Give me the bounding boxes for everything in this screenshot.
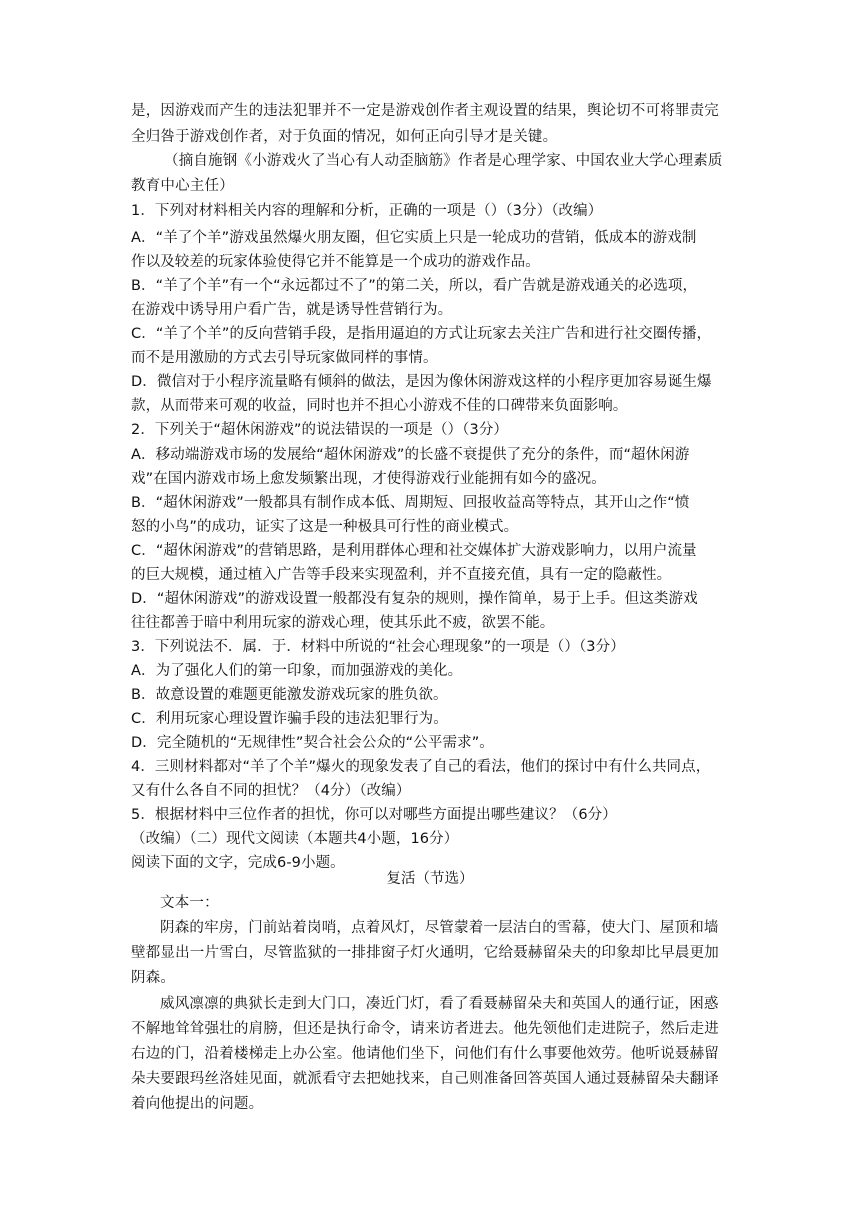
q2-option-d-line-2: 往往都善于暗中利用玩家的游戏心理，使其乐此不疲，欲罢不能。 [131, 615, 555, 631]
q2-option-b-line-2: 怒的小鸟”的成功，证实了这是一种极具可行性的商业模式。 [131, 519, 519, 535]
q1-option-d-line-1: D．微信对于小程序流量略有倾斜的做法，是因为像休闲游戏这样的小程序更加容易诞生爆 [131, 374, 712, 390]
paragraph-1-line-2: 壁都显出一片雪白，尽管监狱的一排排窗子灯火通明，它给聂赫留朵夫的印象却比早晨更加 [131, 945, 719, 961]
q1-option-b-line-1: B．“羊了个羊”有一个“永远都过不了”的第二关，所以，看广告就是游戏通关的必选项， [131, 278, 698, 294]
q5-line-2: （改编）（二）现代文阅读（本题共4小题，16分） [131, 831, 459, 847]
q3-stem: 3．下列说法不．属．于．材料中所说的“社会心理现象”的一项是（）（3分） [131, 639, 625, 655]
q1-option-c-line-2: 而不是用激励的方式去引导玩家做同样的事情。 [131, 350, 438, 366]
q1-option-d-line-2: 款，从而带来可观的收益，同时也并不担心小游戏不佳的口碑带来负面影响。 [131, 398, 628, 414]
passage-title: 复活（节选） [386, 871, 474, 887]
q4-line-1: 4．三则材料都对“羊了个羊”爆火的现象发表了自己的看法，他们的探讨中有什么共同点， [131, 759, 711, 775]
paragraph-1-line-1: 阴森的牢房，门前站着岗哨，点着风灯，尽管蒙着一层洁白的雪幕，使大门、屋顶和墙 [160, 920, 719, 936]
q2-option-b-line-1: B．“超休闲游戏”一般都具有制作成本低、周期短、回报收益高等特点，其开山之作“愤 [131, 495, 690, 511]
q1-option-a-line-1: A．“羊了个羊”游戏虽然爆火朋友圈，但它实质上只是一轮成功的营销，低成本的游戏制 [131, 230, 697, 246]
paragraph-1-line-3: 阴森。 [131, 970, 176, 986]
q1-stem: 1．下列对材料相关内容的理解和分析，正确的一项是（）（3分）（改编） [131, 203, 603, 219]
paragraph-2-line-1: 威风凛凛的典狱长走到大门口，凑近门灯，看了看聂赫留朵夫和英国人的通行证，困惑 [160, 996, 719, 1012]
q3-option-a: A．为了强化人们的第一印象，而加强游戏的美化。 [131, 663, 463, 679]
q2-option-a-line-2: 戏”在国内游戏市场上愈发频繁出现，才使得游戏行业能拥有如今的盛况。 [131, 471, 606, 487]
source-line-1: （摘自施钢《小游戏火了当心有人动歪脑筋》作者是心理学家、中国农业大学心理素质 [164, 153, 723, 169]
paragraph-2-line-4: 朵夫要跟玛丝洛娃见面，就派看守去把她找来，自己则准备回答英国人通过聂赫留朵夫翻译 [131, 1071, 719, 1087]
intro-line-2: 全归咎于游戏创作者，对于负面的情况，如何正向引导才是关键。 [131, 129, 558, 145]
text-one-label: 文本一： [160, 895, 219, 911]
q2-option-c-line-1: C．“超休闲游戏”的营销思路，是利用群体心理和社交媒体扩大游戏影响力，以用户流量 [131, 543, 697, 559]
source-line-2: 教育中心主任） [131, 178, 234, 194]
q3-option-d: D．完全随机的“无规律性”契合社会公众的“公平需求”。 [131, 735, 494, 751]
paragraph-2-line-2: 不解地耸耸强壮的肩膀，但还是执行命令，请来访者进去。他先领他们走进院子，然后走进 [131, 1021, 719, 1037]
q3-option-b: B．故意设置的难题更能激发游戏玩家的胜负欲。 [131, 687, 448, 703]
reading-instruction: 阅读下面的文字，完成6-9小题。 [131, 855, 345, 871]
q1-option-c-line-1: C．“羊了个羊”的反向营销手段，是指用逼迫的方式让玩家去关注广告和进行社交圈传播， [131, 326, 712, 342]
q2-option-d-line-1: D．“超休闲游戏”的游戏设置一般都没有复杂的规则，操作简单，易于上手。但这类游戏 [131, 591, 698, 607]
q1-option-a-line-2: 作以及较差的玩家体验使得它并不能算是一个成功的游戏作品。 [131, 254, 540, 270]
paragraph-2-line-5: 着向他提出的问题。 [131, 1096, 264, 1112]
q5-line-1: 5．根据材料中三位作者的担忧，你可以对哪些方面提出哪些建议？（6分） [131, 807, 617, 823]
intro-line-1: 是，因游戏而产生的违法犯罪并不一定是游戏创作者主观设置的结果，舆论切不可将罪责完 [131, 103, 719, 119]
q2-stem: 2．下列关于“超休闲游戏”的说法错误的一项是（）（3分） [131, 422, 509, 438]
q2-option-a-line-1: A．移动端游戏市场的发展给“超休闲游戏”的长盛不衰提供了充分的条件，而“超休闲游 [131, 447, 690, 463]
q2-option-c-line-2: 的巨大规模，通过植入广告等手段来实现盈利，并不直接充值，具有一定的隐蔽性。 [131, 567, 672, 583]
q1-option-b-line-2: 在游戏中诱导用户看广告，就是诱导性营销行为。 [131, 302, 453, 318]
q3-option-c: C．利用玩家心理设置诈骗手段的违法犯罪行为。 [131, 711, 448, 727]
paragraph-2-line-3: 右边的门，沿着楼梯走上办公室。他请他们坐下，问他们有什么事要他效劳。他听说聂赫留 [131, 1046, 719, 1062]
q4-line-2: 又有什么各自不同的担忧？（4分）（改编） [131, 783, 411, 799]
